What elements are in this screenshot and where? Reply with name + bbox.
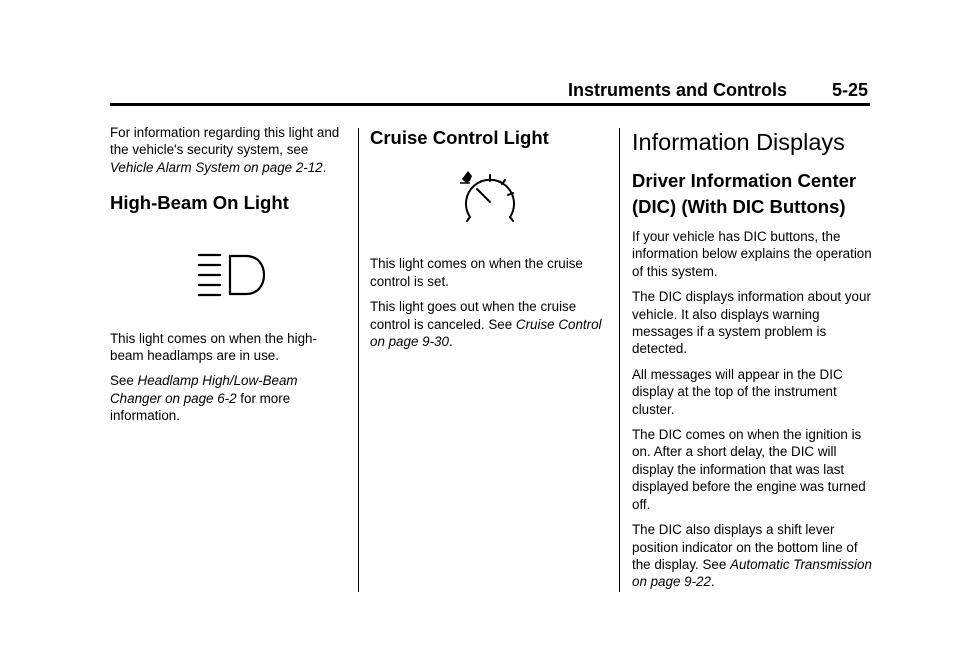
cruise-end: . bbox=[448, 334, 453, 350]
cruise-control-link[interactable]: Cruise Control on page 9-30 bbox=[370, 316, 602, 350]
dic-para5-text: The DIC also displays a shift lever position indicator on the bottom line of the display. See bbox=[632, 522, 858, 572]
highbeam-icon-box bbox=[110, 212, 346, 330]
dic-para4: The DIC comes on when the ignition is on. After a short delay, the DIC will display the information that was last displayed before the engine was turned off. bbox=[632, 427, 866, 512]
automatic-transmission-link[interactable]: Automatic Transmission on page 9-22 bbox=[632, 556, 872, 590]
highbeam-end: for more information. bbox=[110, 390, 291, 424]
dic-para1: If your vehicle has DIC buttons, the information below explains the operation of this system. bbox=[632, 229, 872, 279]
cruise-para1: This light comes on when the cruise control is set. bbox=[370, 256, 583, 289]
security-paragraph bbox=[110, 124, 346, 176]
highbeam-heading: High-Beam On Light bbox=[110, 192, 289, 214]
dic-para5 bbox=[632, 521, 872, 591]
column-middle bbox=[370, 124, 608, 358]
cruise-icon-box bbox=[370, 146, 608, 255]
dic-para3: All messages will appear in the DIC display at the top of the instrument cluster. bbox=[632, 366, 843, 417]
information-displays-heading: Information Displays bbox=[632, 129, 845, 155]
high-beam-headlamp-icon bbox=[198, 253, 268, 299]
cruise-para2 bbox=[370, 298, 608, 350]
highbeam-para1: This light comes on when the high-beam headlamps are in use. bbox=[110, 330, 317, 364]
dic-heading: Driver Information Center (DIC) (With DIC Buttons) bbox=[632, 170, 857, 217]
see-text: See bbox=[110, 373, 138, 389]
column-divider-left bbox=[358, 128, 359, 592]
header-rule bbox=[110, 103, 870, 106]
section-title: Instruments and Controls bbox=[567, 80, 787, 100]
intro-end: . bbox=[322, 159, 327, 175]
highbeam-para2 bbox=[110, 372, 346, 424]
column-left bbox=[110, 124, 346, 433]
column-divider-right bbox=[619, 128, 620, 592]
headlamp-changer-link[interactable]: Headlamp High/Low-Beam Changer on page 6-2 bbox=[110, 373, 298, 406]
cruise-control-speedometer-icon bbox=[458, 169, 522, 225]
alarm-system-link[interactable]: Vehicle Alarm System on page 2-12 bbox=[110, 159, 323, 175]
page-number: 5-25 bbox=[831, 80, 868, 100]
cruise-heading: Cruise Control Light bbox=[370, 127, 549, 148]
intro-text: For information regarding this light and the vehicle's security system, see bbox=[110, 125, 340, 158]
cruise-para2-text: This light goes out when the cruise control is canceled. See bbox=[370, 299, 577, 332]
dic-para5-end: . bbox=[710, 574, 715, 590]
dic-para2: The DIC displays information about your vehicle. It also displays warning messages if a system problem is detected. bbox=[632, 289, 871, 357]
column-right bbox=[632, 124, 872, 599]
